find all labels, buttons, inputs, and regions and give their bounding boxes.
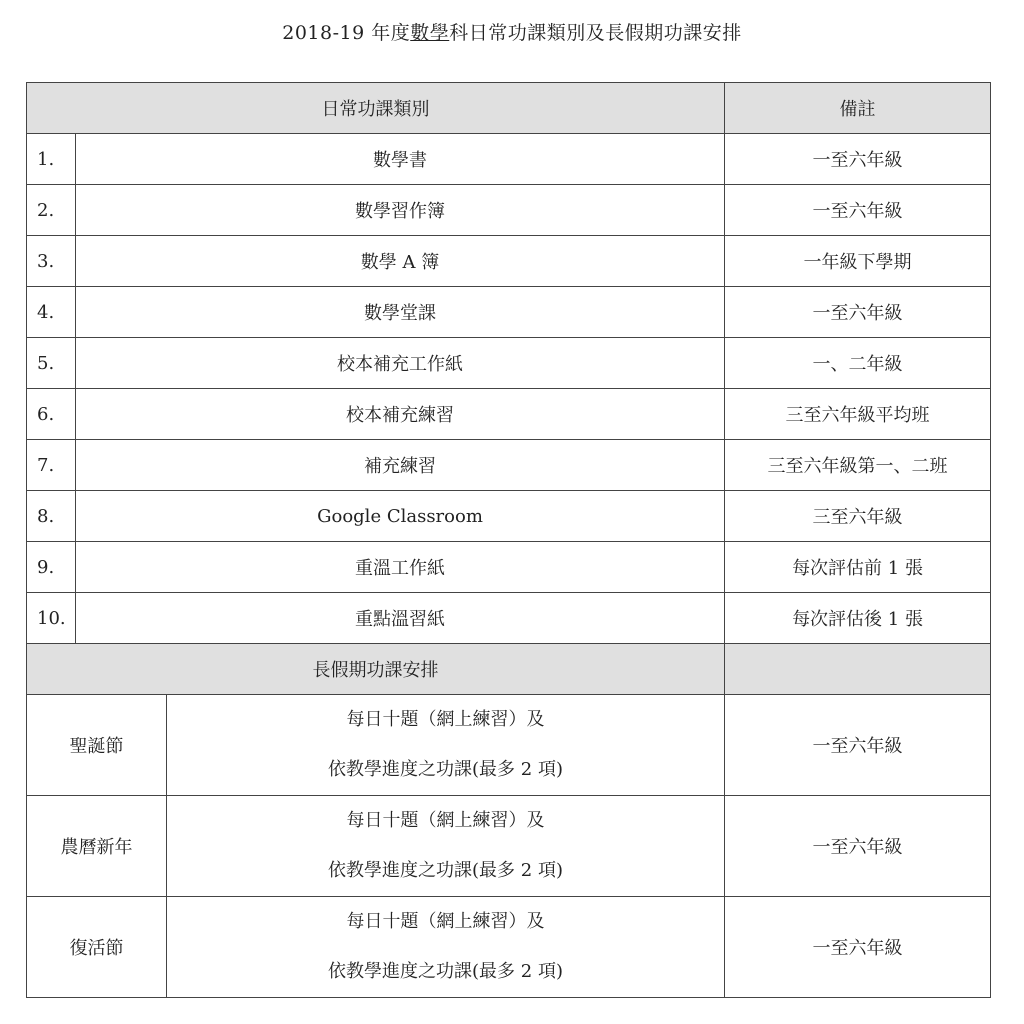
title-prefix: 2018-19 年度: [282, 22, 411, 44]
homework-item: 數學 A 簿: [76, 236, 725, 287]
homework-table: [26, 82, 991, 998]
row-remark: 一、二年級: [725, 338, 991, 389]
table-row: [27, 338, 991, 389]
daily-header: 日常功課類別: [27, 83, 725, 134]
holiday-homework: [167, 695, 725, 796]
homework-item: 重溫工作紙: [76, 542, 725, 593]
table-row: [27, 440, 991, 491]
holiday-name: 農曆新年: [27, 796, 167, 897]
holiday-name: 復活節: [27, 897, 167, 998]
holiday-remark-empty: [725, 644, 991, 695]
row-remark: 三至六年級第一、二班: [725, 440, 991, 491]
holiday-homework: [167, 796, 725, 897]
homework-item: 數學習作簿: [76, 185, 725, 236]
title-suffix: 科日常功課類別及長假期功課安排: [449, 22, 742, 44]
row-remark: 三至六年級平均班: [725, 389, 991, 440]
holiday-header: 長假期功課安排: [27, 644, 725, 695]
daily-header-row: [27, 83, 991, 134]
row-number: 5.: [27, 338, 76, 389]
homework-item: 重點溫習紙: [76, 593, 725, 644]
holiday-homework-line1: 每日十題（網上練習）及: [346, 709, 545, 730]
table-row: [27, 236, 991, 287]
homework-item: 補充練習: [76, 440, 725, 491]
remark-header: 備註: [725, 83, 991, 134]
row-remark: 每次評估前 1 張: [725, 542, 991, 593]
holiday-remark: 一至六年級: [725, 695, 991, 796]
row-remark: 一至六年級: [725, 185, 991, 236]
homework-item: 數學書: [76, 134, 725, 185]
holiday-homework-line2: 依教學進度之功課(最多 2 項): [328, 860, 563, 881]
title-subject: 數學: [410, 22, 450, 44]
homework-item: 校本補充練習: [76, 389, 725, 440]
table-row: [27, 185, 991, 236]
table-row: [27, 134, 991, 185]
row-number: 3.: [27, 236, 76, 287]
homework-item: 數學堂課: [76, 287, 725, 338]
table-row: [27, 491, 991, 542]
row-number: 4.: [27, 287, 76, 338]
holiday-homework-line1: 每日十題（網上練習）及: [346, 810, 545, 831]
row-remark: 三至六年級: [725, 491, 991, 542]
page-title: [0, 18, 1024, 45]
homework-item: 校本補充工作紙: [76, 338, 725, 389]
row-number: 9.: [27, 542, 76, 593]
holiday-name: 聖誕節: [27, 695, 167, 796]
row-number: 10.: [27, 593, 76, 644]
row-number: 7.: [27, 440, 76, 491]
table-row: [27, 389, 991, 440]
holiday-homework-line1: 每日十題（網上練習）及: [346, 911, 545, 932]
row-remark: 每次評估後 1 張: [725, 593, 991, 644]
row-remark: 一至六年級: [725, 287, 991, 338]
holiday-row: [27, 897, 991, 998]
row-remark: 一至六年級: [725, 134, 991, 185]
holiday-row: [27, 796, 991, 897]
row-number: 1.: [27, 134, 76, 185]
homework-item: Google Classroom: [76, 491, 725, 542]
holiday-homework-line2: 依教學進度之功課(最多 2 項): [328, 759, 563, 780]
holiday-header-row: [27, 644, 991, 695]
row-number: 6.: [27, 389, 76, 440]
table-row: [27, 593, 991, 644]
table-row: [27, 542, 991, 593]
holiday-remark: 一至六年級: [725, 796, 991, 897]
table-row: [27, 287, 991, 338]
holiday-remark: 一至六年級: [725, 897, 991, 998]
holiday-homework: [167, 897, 725, 998]
row-number: 2.: [27, 185, 76, 236]
row-remark: 一年級下學期: [725, 236, 991, 287]
holiday-homework-line2: 依教學進度之功課(最多 2 項): [328, 961, 563, 982]
row-number: 8.: [27, 491, 76, 542]
holiday-row: [27, 695, 991, 796]
